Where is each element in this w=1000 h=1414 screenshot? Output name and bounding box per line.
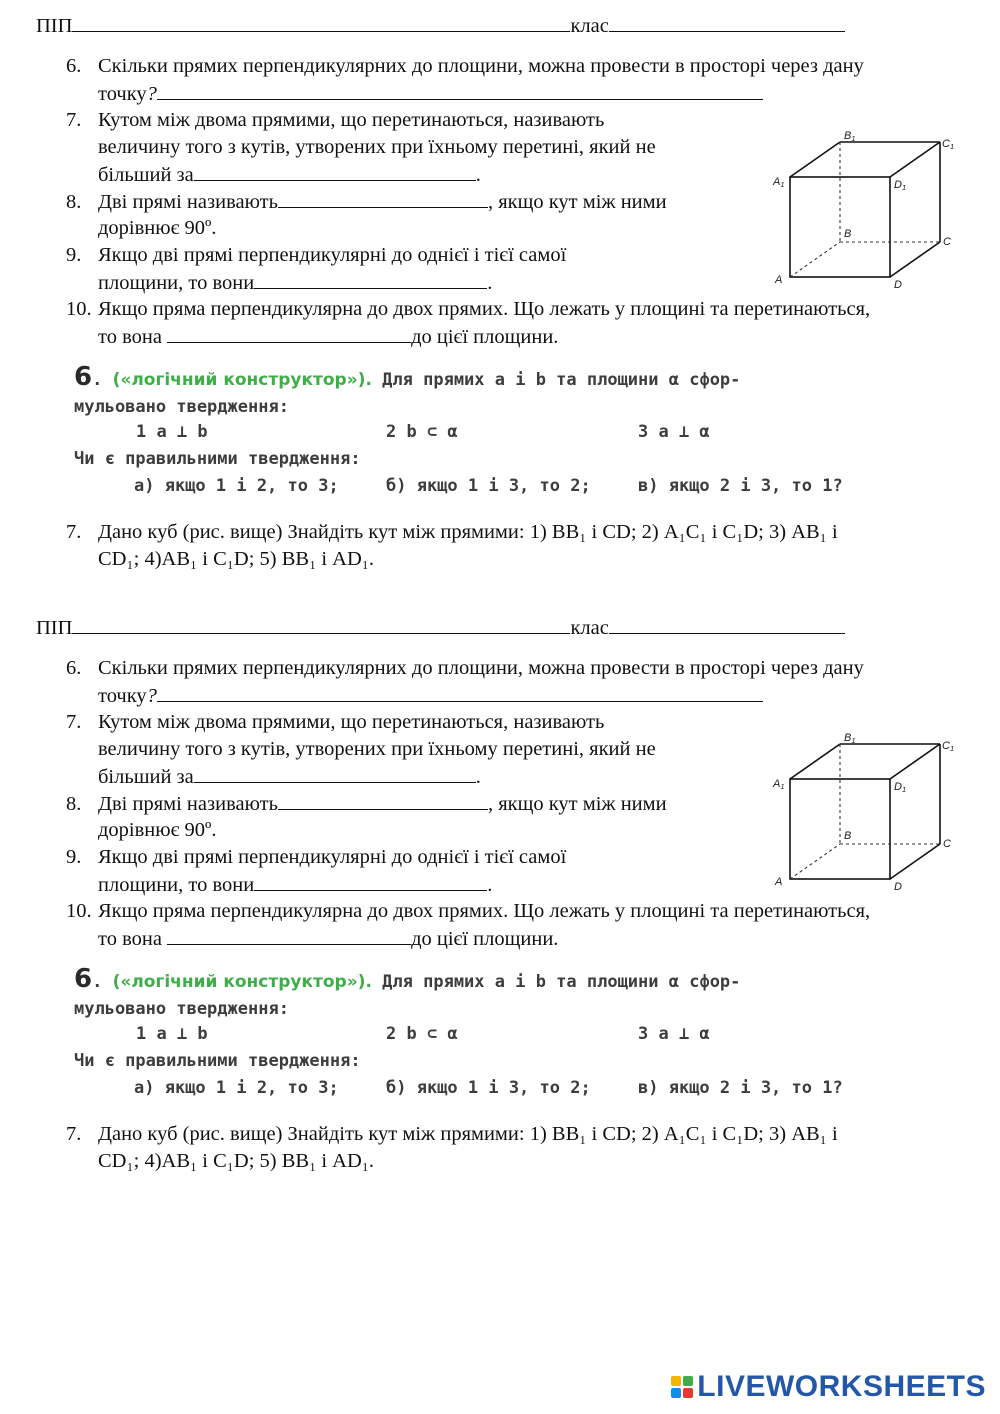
vertex-d: D: [894, 279, 902, 290]
task-7-line2: CD₁; 4)AB₁ і C₁D; 5) BB₁ і AD₁.: [98, 1150, 375, 1172]
logic-title-line: 6. («логічний конструктор»). Для прямих a і b та площини α сфор-: [74, 362, 741, 392]
option-c: в) якщо 2 і 3, то 1?: [638, 476, 843, 496]
vertex-c: C: [943, 838, 951, 850]
vertex-d: D: [894, 881, 902, 892]
name-line: ПІП клас: [36, 614, 845, 642]
q6-answer-blank[interactable]: [157, 80, 763, 100]
question-10: 10. Якщо пряма перпендикулярна до двох прямих. Що лежать у площині та перетинаються,: [66, 298, 871, 320]
question-6: 6. Скільки прямих перпендикулярних до площини, можна провести в просторі через дану: [66, 657, 864, 679]
option-a: а) якщо 1 і 2, то 3;: [134, 476, 339, 496]
statement-3: 3 a ⊥ α: [638, 422, 710, 442]
vertex-d1: D1: [894, 781, 907, 794]
vertex-a1: A1: [773, 176, 785, 189]
question-9: 9. Якщо дві прямі перпендикулярні до однієї і тієї самої: [66, 244, 567, 266]
question-7-line2: величину того з кутів, утворених при їхньому перетині, який не: [98, 738, 656, 760]
statement-2: 2 b ⊂ α: [386, 422, 458, 442]
q8-answer-blank[interactable]: [278, 790, 488, 810]
question-9-line2: площини, то вони .: [98, 269, 492, 297]
name-input[interactable]: [72, 614, 570, 634]
q10-answer-blank[interactable]: [167, 925, 411, 945]
vertex-c: C: [943, 236, 951, 248]
question-8: 8. Дві прямі називають , якщо кут між ними: [66, 790, 667, 818]
logic-question: Чи є правильними твердження:: [74, 1051, 361, 1071]
task-7: 7. Дано куб (рис. вище) Знайдіть кут між прямими: 1) BB₁ і CD; 2) A₁C₁ і C₁D; 3) AB₁ і: [66, 521, 838, 543]
option-b: б) якщо 1 і 3, то 2;: [386, 476, 591, 496]
vertex-c1: C1: [942, 740, 955, 753]
vertex-c1: C1: [942, 138, 955, 151]
worksheet-copy-2: [0, 602, 1000, 1202]
name-input[interactable]: [72, 12, 570, 32]
logic-title-line: 6. («логічний конструктор»). Для прямих a і b та площини α сфор-: [74, 964, 741, 994]
q9-answer-blank[interactable]: [254, 871, 487, 891]
liveworksheets-logo: LIVEWORKSHEETS: [671, 1372, 986, 1402]
class-input[interactable]: [609, 12, 845, 32]
vertex-b1: B1: [844, 130, 856, 143]
vertex-a: A: [775, 876, 783, 888]
question-8: 8. Дві прямі називають , якщо кут між ними: [66, 188, 667, 216]
question-10: 10. Якщо пряма перпендикулярна до двох прямих. Що лежать у площині та перетинаються,: [66, 900, 871, 922]
question-6-cont: точку?: [98, 682, 763, 710]
vertex-a: A: [775, 274, 783, 286]
statement-1: 1 a ⊥ b: [136, 1024, 208, 1044]
statement-1: 1 a ⊥ b: [136, 422, 208, 442]
task-7: 7. Дано куб (рис. вище) Знайдіть кут між прямими: 1) BB₁ і CD; 2) A₁C₁ і C₁D; 3) AB₁ і: [66, 1123, 838, 1145]
class-input[interactable]: [609, 614, 845, 634]
option-b: б) якщо 1 і 3, то 2;: [386, 1078, 591, 1098]
vertex-b: B: [844, 228, 852, 240]
question-8-line2: дорівнює 90º.: [98, 217, 217, 239]
question-9-line2: площини, то вони .: [98, 871, 492, 899]
vertex-b: B: [844, 830, 852, 842]
question-7-line2: величину того з кутів, утворених при їхньому перетині, який не: [98, 136, 656, 158]
statement-3: 3 a ⊥ α: [638, 1024, 710, 1044]
question-7: 7. Кутом між двома прямими, що перетинаються, називають: [66, 711, 605, 733]
cube-figure: [768, 732, 960, 892]
q7-answer-blank[interactable]: [194, 763, 476, 783]
question-9: 9. Якщо дві прямі перпендикулярні до однієї і тієї самої: [66, 846, 567, 868]
question-7-line3: більший за .: [98, 161, 481, 189]
question-6: 6. Скільки прямих перпендикулярних до площини, можна провести в просторі через дану: [66, 55, 864, 77]
cube-figure: [768, 130, 960, 290]
option-c: в) якщо 2 і 3, то 1?: [638, 1078, 843, 1098]
vertex-a1: A1: [773, 778, 785, 791]
vertex-d1: D1: [894, 179, 907, 192]
q8-answer-blank[interactable]: [278, 188, 488, 208]
logo-mark-icon: [671, 1376, 693, 1398]
task-7-line2: CD₁; 4)AB₁ і C₁D; 5) BB₁ і AD₁.: [98, 548, 375, 570]
question-6-cont: точку?: [98, 80, 763, 108]
question-7-line3: більший за .: [98, 763, 481, 791]
q6-answer-blank[interactable]: [157, 682, 763, 702]
logic-constructor-task: 6. («логічний конструктор»). Для прямих a і b та площини α сфор- мульовано твердження: 1 a ⊥ b 2 b ⊂ α 3 a ⊥ α Чи є правильними твердження: а) якщо 1 і 2, то 3; б) якщо 1 і 3, то 2; в) якщо 2 і 3, то 1?: [74, 362, 843, 496]
logic-constructor-task: 6. («логічний конструктор»). Для прямих a і b та площини α сфор- мульовано твердження: 1 a ⊥ b 2 b ⊂ α 3 a ⊥ α Чи є правильними твердження: а) якщо 1 і 2, то 3; б) якщо 1 і 3, то 2; в) якщо 2 і 3, то 1?: [74, 964, 843, 1098]
option-a: а) якщо 1 і 2, то 3;: [134, 1078, 339, 1098]
q7-answer-blank[interactable]: [194, 161, 476, 181]
question-8-line2: дорівнює 90º.: [98, 819, 217, 841]
question-10-line2: то вона до цієї площини.: [98, 925, 558, 953]
question-10-line2: то вона до цієї площини.: [98, 323, 558, 351]
logic-question: Чи є правильними твердження:: [74, 449, 361, 469]
q10-answer-blank[interactable]: [167, 323, 411, 343]
q9-answer-blank[interactable]: [254, 269, 487, 289]
cube-hidden-edges: [790, 744, 940, 879]
vertex-b1: B1: [844, 732, 856, 745]
name-line: ПІП клас: [36, 12, 845, 40]
question-7: 7. Кутом між двома прямими, що перетинаються, називають: [66, 109, 605, 131]
statement-2: 2 b ⊂ α: [386, 1024, 458, 1044]
worksheet-copy-1: [0, 0, 1000, 600]
cube-hidden-edges: [790, 142, 940, 277]
